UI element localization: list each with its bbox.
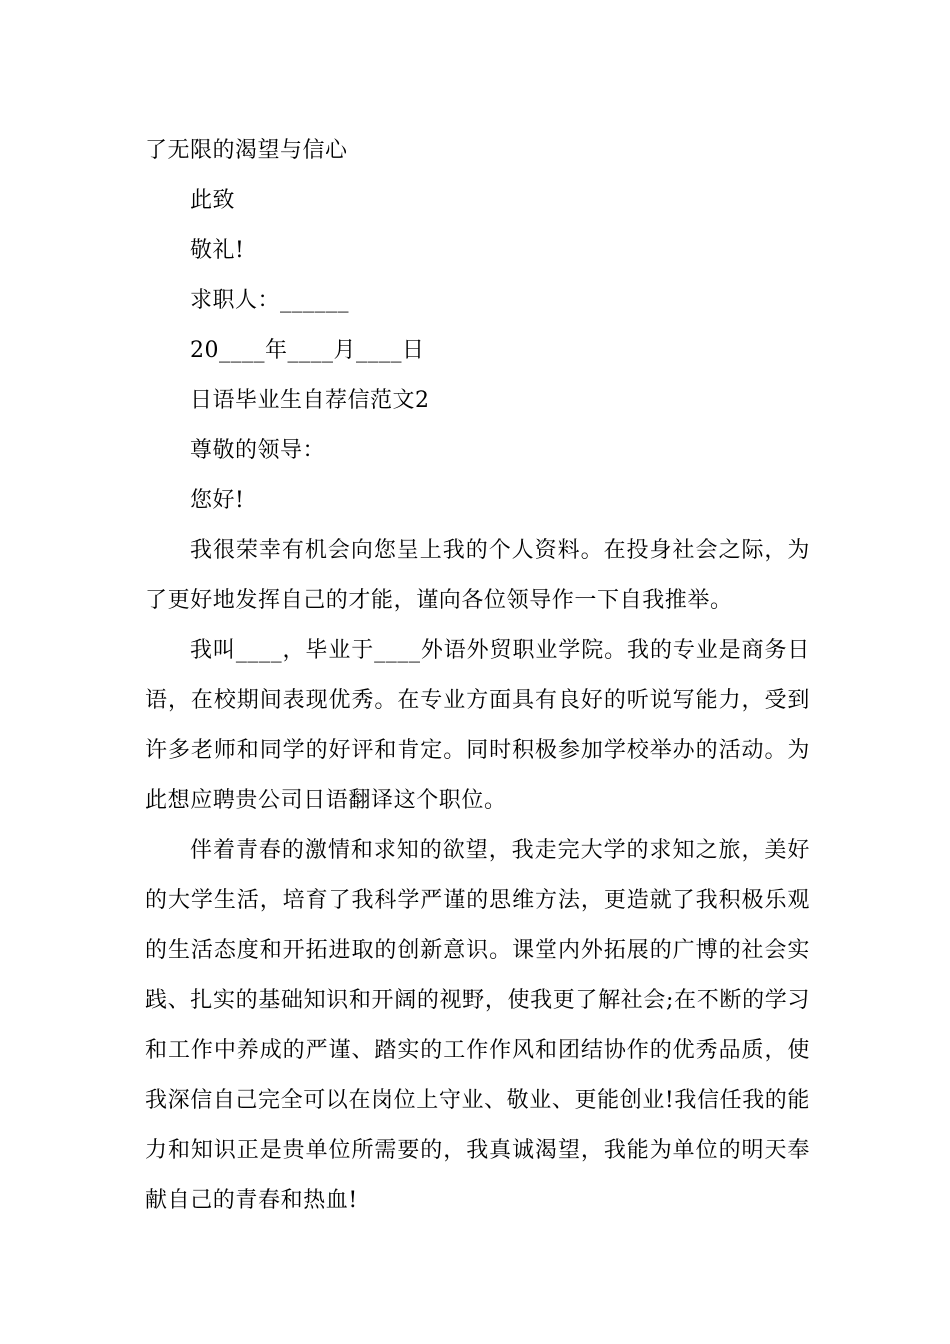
section-title: 日语毕业生自荐信范文2	[190, 388, 430, 413]
date-line: 20____年____月____日	[190, 338, 425, 363]
paragraph-3: 伴着青春的激情和求知的欲望，我走完大学的求知之旅，美好的大学生活，培育了我科学严谨的思维方法，更造就了我积极乐观的生活态度和开拓进取的创新意识。课堂内外拓展的广博的社会实践、扎实的基础知识和开阔的视野，使我更了解社会;在不断的学习和工作中养成的严谨、踏实的工作作风和团结协作的优秀品质，使我深信自己完全可以在岗位上守业、敬业、更能创业!我信任我的能力和知识正是贵单位所需要的，我真诚渴望，我能为单位的明天奉献自己的青春和热血!	[145, 838, 810, 1213]
applicant-line: 求职人：______	[190, 288, 350, 313]
document-body	[145, 126, 810, 1226]
paragraph-2: 我叫____，毕业于____外语外贸职业学院。我的专业是商务日语，在校期间表现优秀。在专业方面具有良好的听说写能力，受到许多老师和同学的好评和肯定。同时积极参加学校举办的活动。为此想应聘贵公司日语翻译这个职位。	[145, 638, 810, 813]
paragraph-1: 我很荣幸有机会向您呈上我的个人资料。在投身社会之际，为了更好地发挥自己的才能，谨向各位领导作一下自我推举。	[145, 538, 810, 613]
hello-line: 您好!	[190, 488, 245, 513]
closing-line: 此致	[190, 188, 236, 213]
salute-line: 敬礼!	[190, 238, 245, 263]
continuation-line: 了无限的渴望与信心	[145, 138, 348, 163]
greeting-line: 尊敬的领导：	[190, 438, 326, 463]
